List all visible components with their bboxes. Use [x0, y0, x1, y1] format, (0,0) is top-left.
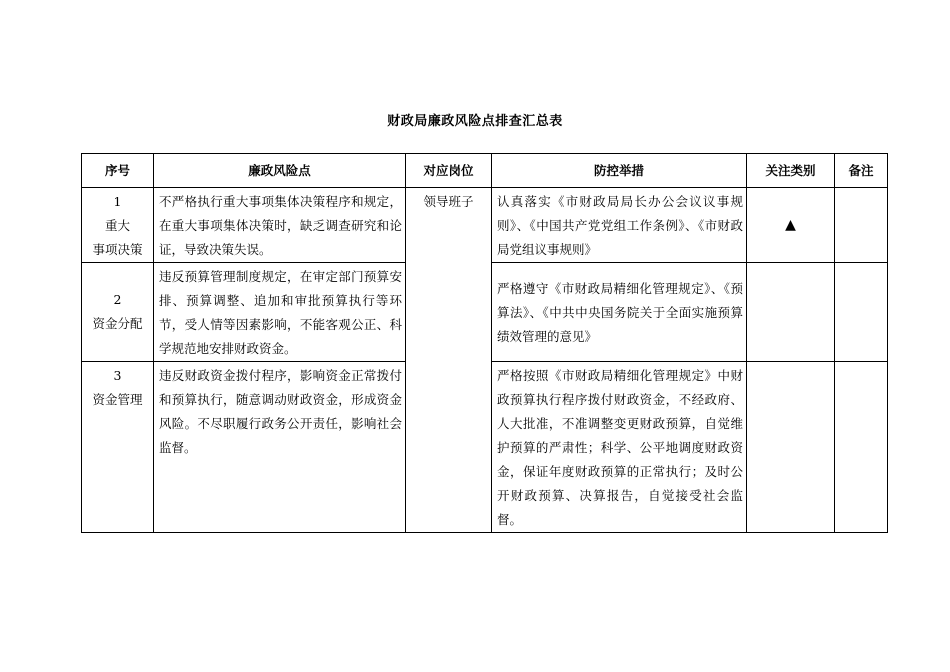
header-category: 关注类别 — [747, 154, 835, 188]
cell-measure: 严格按照《市财政局精细化管理规定》中财政预算执行程序拨付财政资金，不经政府、人大批准，不准调整变更财政预算，自觉维护预算的严肃性；科学、公平地调度财政资金，保证年度财政预算的正常执行；及时公开财政预算、决算报告，自觉接受社会监督。 — [492, 362, 747, 533]
cell-measure: 严格遵守《市财政局精细化管理规定》、《预算法》、《中共中央国务院关于全面实施预算绩效管理的意见》 — [492, 263, 747, 362]
header-post: 对应岗位 — [406, 154, 492, 188]
cell-risk: 违反财政资金拨付程序，影响资金正常拨付和预算执行，随意调动财政资金，形成资金风险。不尽职履行政务公开责任，影响社会监督。 — [154, 362, 406, 533]
seq-number: 2 — [113, 292, 122, 307]
cell-seq — [82, 362, 154, 533]
seq-number: 1 — [113, 194, 122, 209]
header-measure: 防控举措 — [492, 154, 747, 188]
cell-post: 领导班子 — [406, 188, 492, 533]
cell-category: ▲ — [747, 188, 835, 263]
cell-seq — [82, 188, 154, 263]
cell-seq — [82, 263, 154, 362]
cell-remark — [835, 362, 888, 533]
document-title: 财政局廉政风险点排查汇总表 — [387, 114, 563, 129]
seq-name: 重大 — [104, 218, 130, 233]
table-header-row — [82, 154, 888, 188]
header-remark: 备注 — [835, 154, 888, 188]
cell-remark — [835, 263, 888, 362]
cell-category — [747, 263, 835, 362]
cell-measure: 认真落实《市财政局局长办公会议议事规则》、《中国共产党党组工作条例》、《市财政局党组议事规则》 — [492, 188, 747, 263]
header-risk: 廉政风险点 — [154, 154, 406, 188]
risk-summary-table — [81, 153, 888, 533]
cell-risk: 违反预算管理制度规定，在审定部门预算安排、预算调整、追加和审批预算执行等环节，受人情等因素影响，不能客观公正、科学规范地安排财政资金。 — [154, 263, 406, 362]
seq-number: 3 — [113, 368, 122, 383]
cell-category — [747, 362, 835, 533]
seq-name: 事项决策 — [92, 242, 143, 257]
cell-remark — [835, 188, 888, 263]
seq-name: 资金分配 — [92, 316, 143, 331]
cell-risk: 不严格执行重大事项集体决策程序和规定，在重大事项集体决策时，缺乏调查研究和论证，导致决策失误。 — [154, 188, 406, 263]
table-row — [82, 188, 888, 263]
header-seq: 序号 — [82, 154, 154, 188]
seq-name: 资金管理 — [92, 392, 143, 407]
